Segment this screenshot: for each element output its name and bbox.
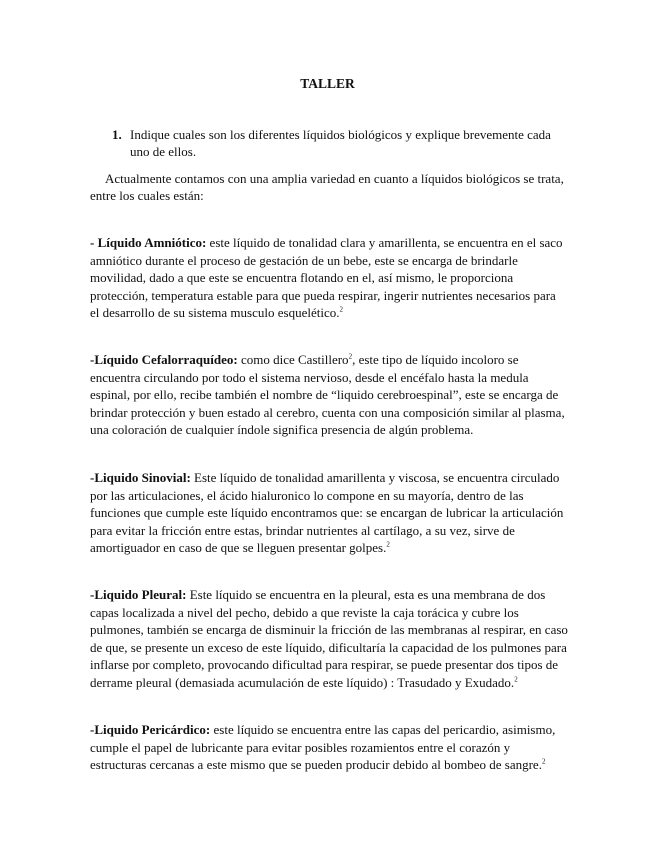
section-term: -Liquido Pleural: — [90, 587, 187, 602]
section-term: -Liquido Pericárdico: — [90, 722, 211, 737]
question-text: Indique cuales son los diferentes líquidos biológicos y explique brevemente cada uno de ellos. — [130, 127, 551, 159]
footnote-ref: 2 — [348, 352, 353, 361]
footnote-ref: 2 — [386, 540, 390, 549]
section-pleural-fluid — [90, 586, 568, 691]
section-amniotic-fluid — [90, 234, 568, 322]
section-body: este líquido se encuentra entre las capas del pericardio, asimismo, cumple el papel de lubricante para evitar posibles rozamientos entre el corazón y estructuras cercanas a este mismo que se pueden producir debido al bombeo de sangre. — [90, 722, 556, 772]
intro-paragraph: Actualmente contamos con una amplia variedad en cuanto a líquidos biológicos se trata, entre los cuales están: — [90, 171, 564, 203]
section-body: Este líquido de tonalidad amarillenta y viscosa, se encuentra circulado por las articulaciones, el ácido hialuronico lo compone en su mayoría, dentro de las funciones que cumple este líquido encontramos que: se encargan de lubricar la articulación para evitar la fricción entre estas, brindar nutrientes al cartílago, a su vez, sirve de amortiguador en caso de que se lleguen presentar golpes. — [90, 470, 564, 555]
footnote-ref: 2 — [339, 305, 343, 314]
section-body: como dice Castillero — [237, 352, 349, 367]
section-body-continued: , este tipo de líquido incoloro se encuentra circulando por todo el sistema nervioso, desde el encéfalo hasta la medula espinal, por ello, recibe también el nombre de “liquido cerebroespinal”, este se encarga de brindar protección y buen estado al cerebro, cuenta con una composición similar al plasma, una coloración de cualquier índole significa presencia de algún problema. — [90, 352, 565, 437]
footnote-ref: 2 — [541, 757, 546, 766]
section-term: - Líquido Amniótico: — [90, 235, 207, 250]
section-body: Este líquido se encuentra en la pleural, esta es una membrana de dos capas localizada a nivel del pecho, debido a que reviste la caja torácica y cubre los pulmones, también se encarga de disminuir la fricción de las membranas al respirar, en caso de que, se presente un exceso de este líquido, dificultaría la capacidad de los pulmones para inflarse por completo, provocando dificultad para respirar, se puede presentar dos tipos de derrame pleural (demasiada acumulación de este líquido) : Trasudado y Exudado. — [90, 587, 568, 690]
question-item — [112, 126, 562, 160]
page-title: TALLER — [300, 76, 355, 91]
section-term: -Liquido Sinovial: — [90, 470, 191, 485]
section-cerebrospinal-fluid — [90, 351, 568, 439]
footnote-ref: 2 — [514, 675, 518, 684]
section-body: este líquido de tonalidad clara y amarillenta, se encuentra en el saco amniótico durante el proceso de gestación de un bebe, este se encarga de brindarle movilidad, dado a que este se encuentra flotando en el, así mismo, le proporciona protección, temperatura estable para que pueda respirar, ingerir nutrientes necesarios para el desarrollo de su sistema musculo esquelético. — [90, 235, 563, 320]
section-term: -Líquido Cefalorraquídeo: — [90, 352, 238, 367]
section-synovial-fluid — [90, 469, 568, 557]
section-pericardial-fluid — [90, 721, 568, 774]
question-number: 1. — [112, 127, 122, 142]
